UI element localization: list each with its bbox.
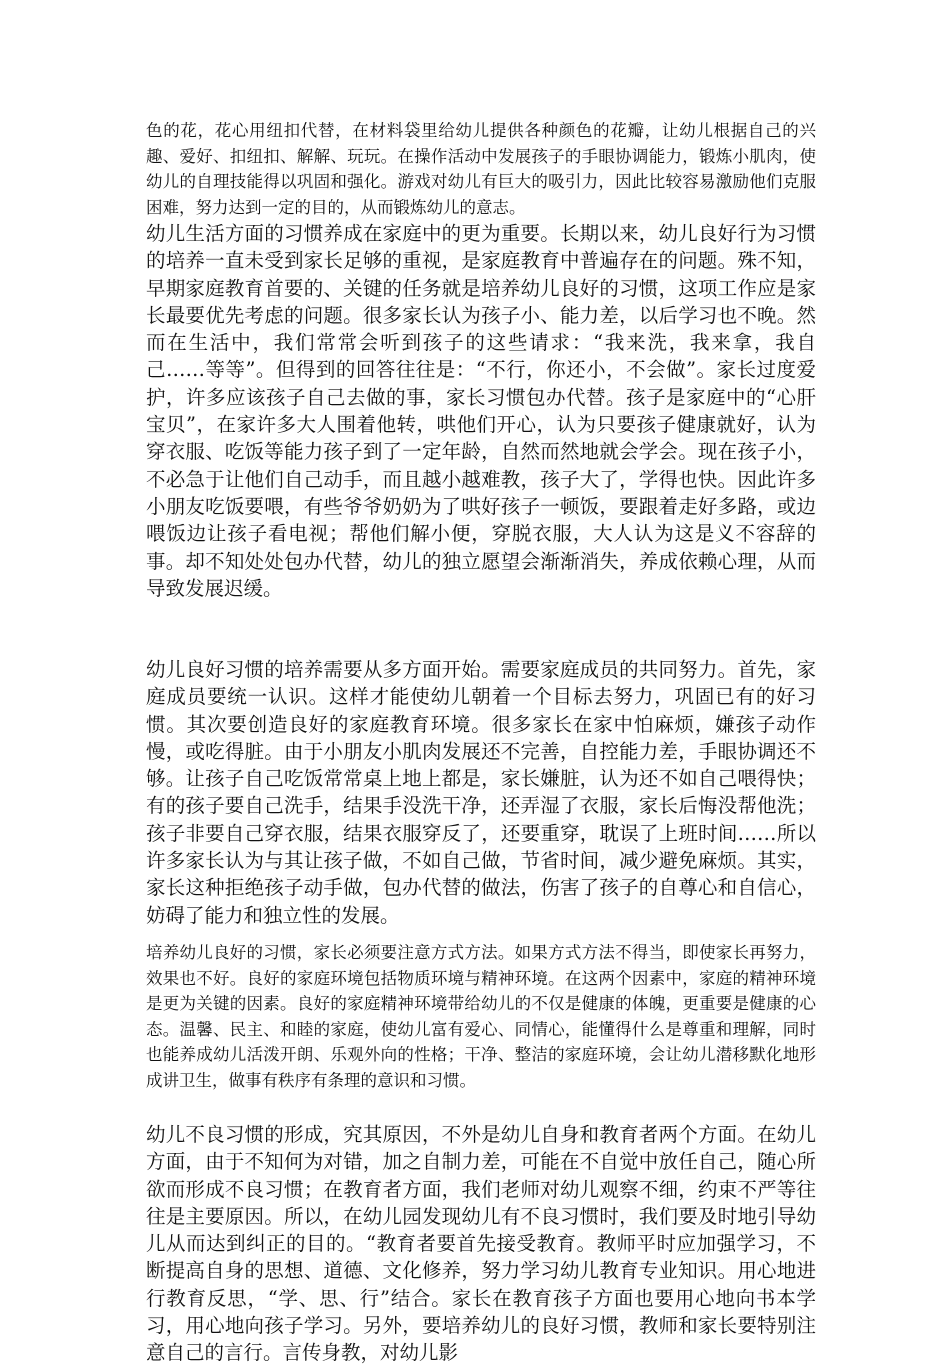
paragraph-5: 幼儿不良习惯的形成，究其原因，不外是幼儿自身和教育者两个方面。在幼儿方面，由于不知何为对错，加之自制力差，可能在不自觉中放任自己，随心所欲而形成不良习惯；在教育者方面，我们老师对幼儿观察不细，约束不严等往往是主要原因。所以，在幼儿园发现幼儿有不良习惯时，我们要及时地引导幼儿从而达到纠正的目的。“教育者要首先接受教育。教师平时应加强学习，不断提高自身的思想、道德、文化修养，努力学习幼儿教育专业知识。用心地进行教育反思，“学、思、行”结合。家长在教育孩子方面也要用心地向书本学习，用心地向孩子学习。另外，要培养幼儿的良好习惯，教师和家长要特别注意自己的言行。言传身教，对幼儿影 [146, 1123, 816, 1365]
paragraph-1: 色的花，花心用纽扣代替，在材料袋里给幼儿提供各种颜色的花瓣，让幼儿根据自己的兴趣、爱好、扣纽扣、解解、玩玩。在操作活动中发展孩子的手眼协调能力，锻炼小肌肉，使幼儿的自理技能得以巩固和强化。游戏对幼儿有巨大的吸引力，因此比较容易激励他们克服困难，努力达到一定的目的，从而锻炼幼儿的意志。 [146, 121, 816, 217]
paragraph-3: 幼儿良好习惯的培养需要从多方面开始。需要家庭成员的共同努力。首先，家庭成员要统一认识。这样才能使幼儿朝着一个目标去努力，巩固已有的好习惯。其次要创造良好的家庭教育环境。很多家长在家中怕麻烦，嫌孩子动作慢，或吃得脏。由于小朋友小肌肉发展还不完善，自控能力差，手眼协调还不够。让孩子自己吃饭常常桌上地上都是，家长嫌脏，认为还不如自己喂得快；有的孩子要自己洗手，结果手没洗干净，还弄湿了衣服，家长后悔没帮他洗；孩子非要自己穿衣服，结果衣服穿反了，还要重穿，耽误了上班时间……所以许多家长认为与其让孩子做，不如自己做，节省时间，减少避免麻烦。其实，家长这种拒绝孩子动手做，包办代替的做法，伤害了孩子的自尊心和自信心，妨碍了能力和独立性的发展。 [146, 658, 816, 927]
paragraph-4: 培养幼儿良好的习惯，家长必须要注意方式方法。如果方式方法不得当，即使家长再努力，效果也不好。良好的家庭环境包括物质环境与精神环境。在这两个因素中，家庭的精神环境是更为关键的因素。良好的家庭精神环境带给幼儿的不仅是健康的体魄，更重要是健康的心态。温馨、民主、和睦的家庭，使幼儿富有爱心、同情心，能懂得什么是尊重和理解，同时也能养成幼儿活泼开朗、乐观外向的性格；干净、整洁的家庭环境，会让幼儿潜移默化地形成讲卫生，做事有秩序有条理的意识和习惯。 [146, 943, 816, 1090]
document-body [146, 118, 816, 1365]
paragraph-2: 幼儿生活方面的习惯养成在家庭中的更为重要。长期以来，幼儿良好行为习惯的培养一直未受到家长足够的重视，是家庭教育中普遍存在的问题。殊不知，早期家庭教育首要的、关键的任务就是培养幼儿良好的习惯，这项工作应是家长最要优先考虑的问题。很多家长认为孩子小、能力差，以后学习也不晚。然而在生活中，我们常常会听到孩子的这些请求：“我来洗，我来拿，我自己……等等”。但得到的回答往往是：“不行，你还小，不会做”。家长过度爱护，许多应该孩子自己去做的事，家长习惯包办代替。孩子是家庭中的“心肝宝贝”，在家许多大人围着他转，哄他们开心，认为只要孩子健康就好，认为穿衣服、吃饭等能力孩子到了一定年龄，自然而然地就会学会。现在孩子小，不必急于让他们自己动手，而且越小越难教，孩子大了，学得也快。因此许多小朋友吃饭要喂，有些爷爷奶奶为了哄好孩子一顿饭，要跟着走好多路，或边喂饭边让孩子看电视；帮他们解小便，穿脱衣服，大人认为这是义不容辞的事。却不知处处包办代替，幼儿的独立愿望会渐渐消失，养成依赖心理，从而导致发展迟缓。 [146, 222, 816, 600]
